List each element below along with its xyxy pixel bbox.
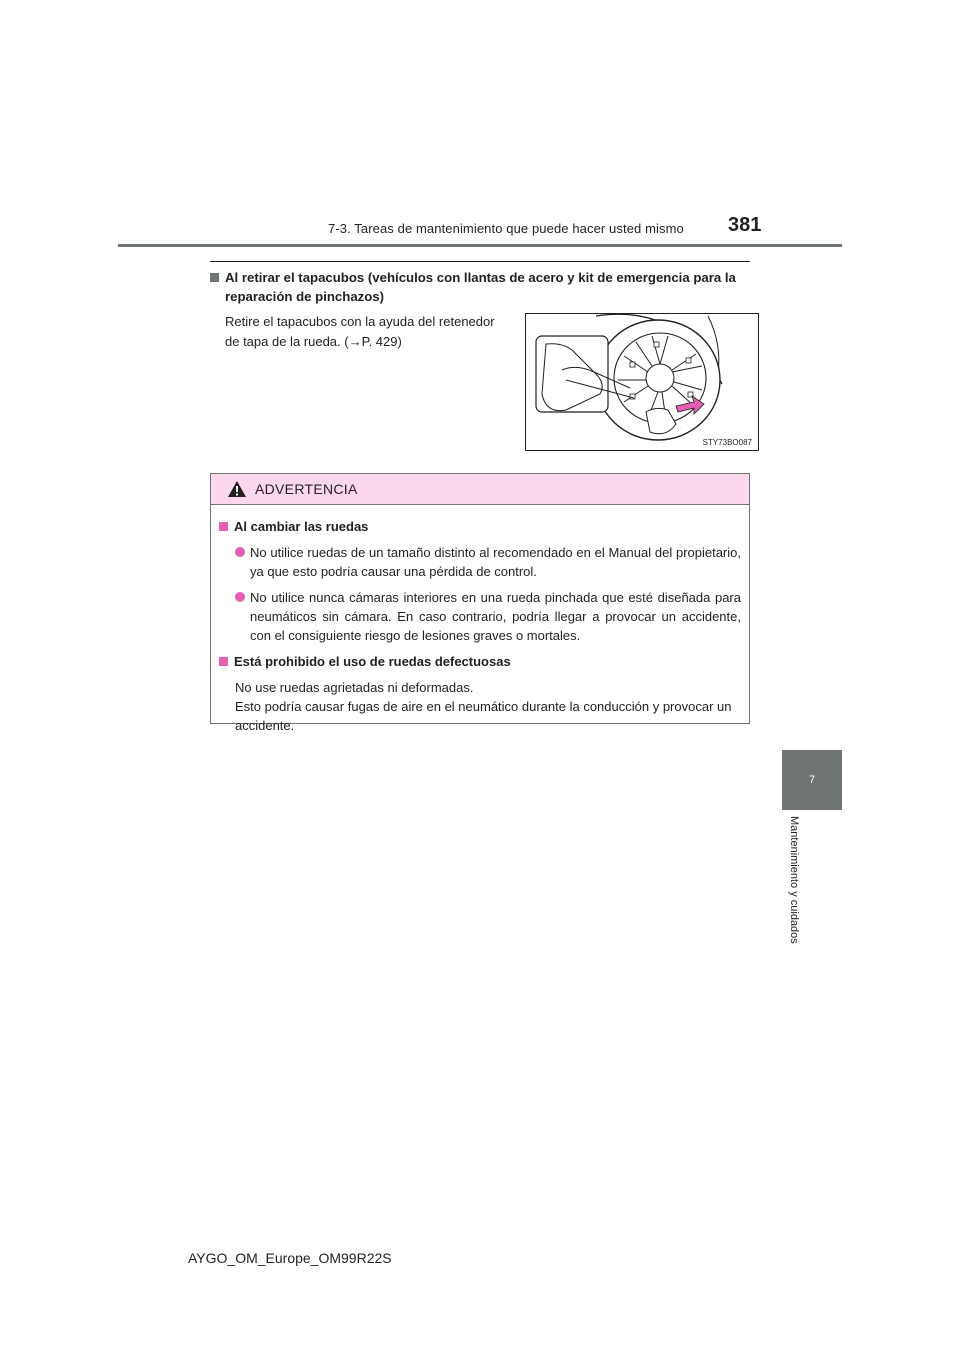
square-bullet-icon: [219, 657, 228, 666]
round-bullet-icon: [235, 547, 245, 557]
chapter-tab: [782, 750, 842, 810]
warning-box: [210, 473, 750, 733]
section-rule: [210, 261, 750, 262]
wheel-cap-illustration: [526, 314, 758, 450]
intro-text: [225, 312, 515, 352]
warning-heading-wheels: [219, 517, 741, 536]
header-section-title: 7-3. Tareas de mantenimiento que puede hacer usted mismo: [328, 221, 684, 236]
warning-paragraph: [219, 678, 741, 735]
page-number: 381: [728, 214, 762, 236]
warning-bullet-text: No utilice ruedas de un tamaño distinto al recomendado en el Manual del propietario, ya que esto podría causar una pérdida de control.: [250, 545, 741, 579]
header-rule: [118, 244, 842, 247]
wheel-cap-removal-figure: [525, 313, 759, 451]
section-heading: [210, 268, 750, 306]
intro-line-1: Retire el tapacubos con la ayuda del retenedor: [225, 314, 495, 329]
warning-title: ADVERTENCIA: [255, 481, 358, 497]
footer-document-code: AYGO_OM_Europe_OM99R22S: [188, 1250, 392, 1266]
section-heading-line1: Al retirar el tapacubos (vehículos con llantas de acero y kit de emergencia para la: [225, 270, 736, 285]
warning-bullet-item: [219, 543, 741, 581]
square-bullet-icon: [210, 273, 219, 282]
warning-paragraph-line: Esto podría causar fugas de aire en el neumático durante la conducción y provocar un accidente.: [235, 699, 732, 733]
intro-line-2: de tapa de la rueda. (→P. 429): [225, 334, 402, 349]
warning-heading-text: Está prohibido el uso de ruedas defectuosas: [234, 654, 511, 669]
warning-header: [211, 474, 749, 505]
warning-body: [211, 505, 749, 735]
warning-paragraph-line: No use ruedas agrietadas ni deformadas.: [235, 680, 474, 695]
warning-heading-defective: [219, 652, 741, 671]
warning-triangle-icon: [227, 480, 247, 498]
warning-heading-text: Al cambiar las ruedas: [234, 519, 369, 534]
square-bullet-icon: [219, 522, 228, 531]
section-heading-line2: reparación de pinchazos): [225, 289, 385, 304]
figure-code: STY73BO087: [702, 438, 752, 447]
chapter-number: 7: [808, 774, 816, 786]
chapter-label: [782, 816, 812, 966]
warning-bullet-text: No utilice nunca cámaras interiores en una rueda pinchada que esté diseñada para neumáticos sin cámara. En caso contrario, podría llegar a provocar un accidente, con el consiguiente riesgo de lesiones graves o mortales.: [250, 590, 741, 643]
chapter-label-text: Mantenimiento y cuidados: [788, 816, 800, 944]
round-bullet-icon: [235, 592, 245, 602]
warning-bullet-item: [219, 588, 741, 645]
